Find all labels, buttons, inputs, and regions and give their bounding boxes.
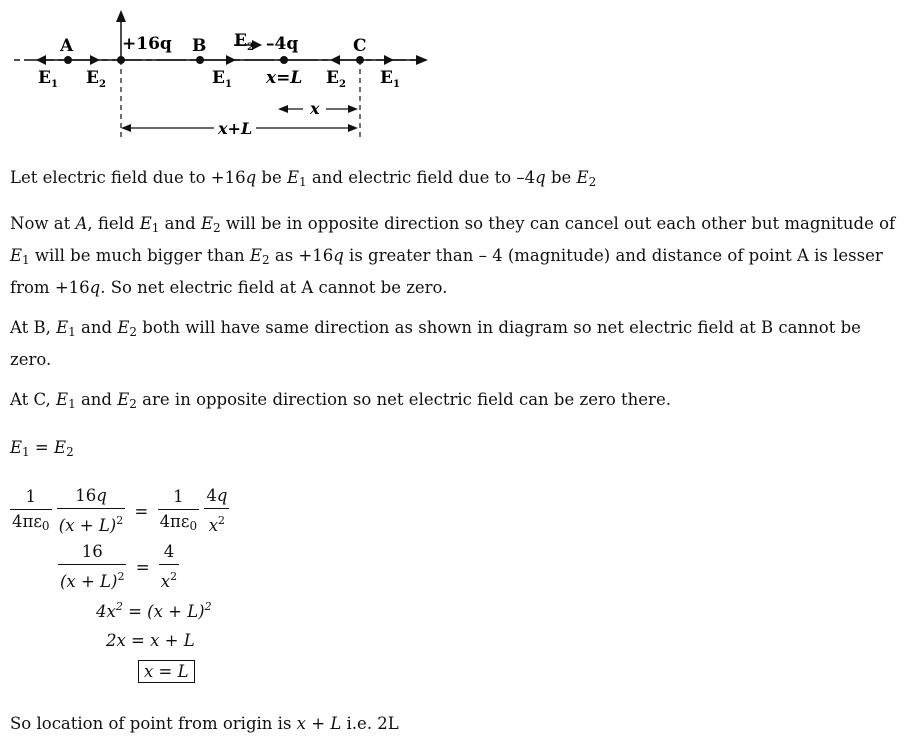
arrow-e1-at-c [384,55,394,65]
charge-neg-dot [280,56,288,64]
equation-line-4: 2x = x + L [106,631,195,650]
point-c-label: C [353,36,367,56]
frac-4-over-x2: $\frac{4}{x^2}$ [160,542,178,591]
frac-16-over-xl2: $\frac{16}{(x + L)^2}$ [60,542,125,591]
point-a-label: A [60,36,74,56]
equation-e1-eq-e2: $E_1 = E_2$ [10,438,74,459]
arrow-e1-at-a [36,55,46,65]
dim-xl-arrow-left [121,124,131,132]
svg-text:E1: $E_1$ [380,68,400,90]
point-a-dot [64,56,72,64]
axis-arrowhead [416,55,428,65]
point-c-dot [356,56,364,64]
equation-line-1: $\frac{1}{4\pi\varepsilon_0}$ $\frac{16q}{(x + L)^2}$ = $\frac{1}{4\pi\varepsilon_0}$ $\frac{4q}{x^2}$ [10,484,229,538]
label-e2-at-b [234,31,254,53]
label-x-eq-l: x=L [266,68,303,88]
svg-text:E2: $E_2$ [326,68,346,90]
arrow-e1-at-b [226,55,236,65]
svg-text:E1: $E_1$ [38,68,58,90]
charge-neg-label: –4q [266,34,299,54]
label-e2-at-c [326,68,346,90]
svg-text:E1: $E_1$ [212,68,232,90]
frac-1-over-4pieps-right: $\frac{1}{4\pi\varepsilon_0}$ [159,486,198,533]
label-e1-at-a [38,68,58,90]
frac-16q-over-xl2: $\frac{16q}{(x + L)^2}$ [58,486,124,535]
charge-diagram [0,0,904,150]
label-e2-at-a [86,68,106,90]
point-b-dot [196,56,204,64]
frac-4q-over-x2: $\frac{4q}{x^2}$ [206,486,228,535]
svg-text:E2: $E_2$ [234,31,254,53]
arrow-e2-at-a [90,55,100,65]
vertical-arrowhead [116,10,126,22]
dim-xl-label: x+L [218,119,253,138]
charge-pos-dot [117,56,125,64]
point-b-label: B [192,36,207,56]
paragraph-field-definitions: Let electric field due to +16q be $E_1$ and electric field due to –4q be $E_2$ [10,168,597,189]
arrow-e2-at-c [330,55,340,65]
label-e1-at-b [212,68,232,90]
dim-xl-arrow-right [348,124,358,132]
frac-1-over-4pieps-left: $\frac{1}{4\pi\varepsilon_0}$ [12,486,50,533]
paragraph-point-c: At C, $E_1$ and $E_2$ are in opposite direction so net electric field can be zero there. [10,390,671,411]
dim-x-arrow-right [348,105,358,113]
equation-result-boxed: x = L [138,662,195,681]
label-e1-at-c [380,68,400,90]
equation-line-2: $\frac{16}{(x + L)^2}$ = $\frac{4}{x^2}$ [58,540,179,594]
dim-x-arrow-left [278,105,288,113]
dim-x-label: x [310,99,320,118]
svg-text:E2: $E_2$ [86,68,106,90]
paragraph-point-a: Now at A, field $E_1$ and $E_2$ will be in opposite direction so they can cancel out each other but magnitude of $E_1$ will be much bigger than $E_2$ as +16q is greater than – 4 (magnitude) and distance of point A is lesser from +16q. So net electric field at A cannot be zero. [10,214,896,297]
paragraph-conclusion: So location of point from origin is x + L i.e. 2L [10,714,399,733]
charge-pos-label: +16q [122,34,172,54]
paragraph-point-b: At B, $E_1$ and $E_2$ both will have same direction as shown in diagram so net electric field at B cannot be zero. [10,318,861,369]
equation-line-3: $4x^2 = (x + L)^2$ [96,600,212,621]
